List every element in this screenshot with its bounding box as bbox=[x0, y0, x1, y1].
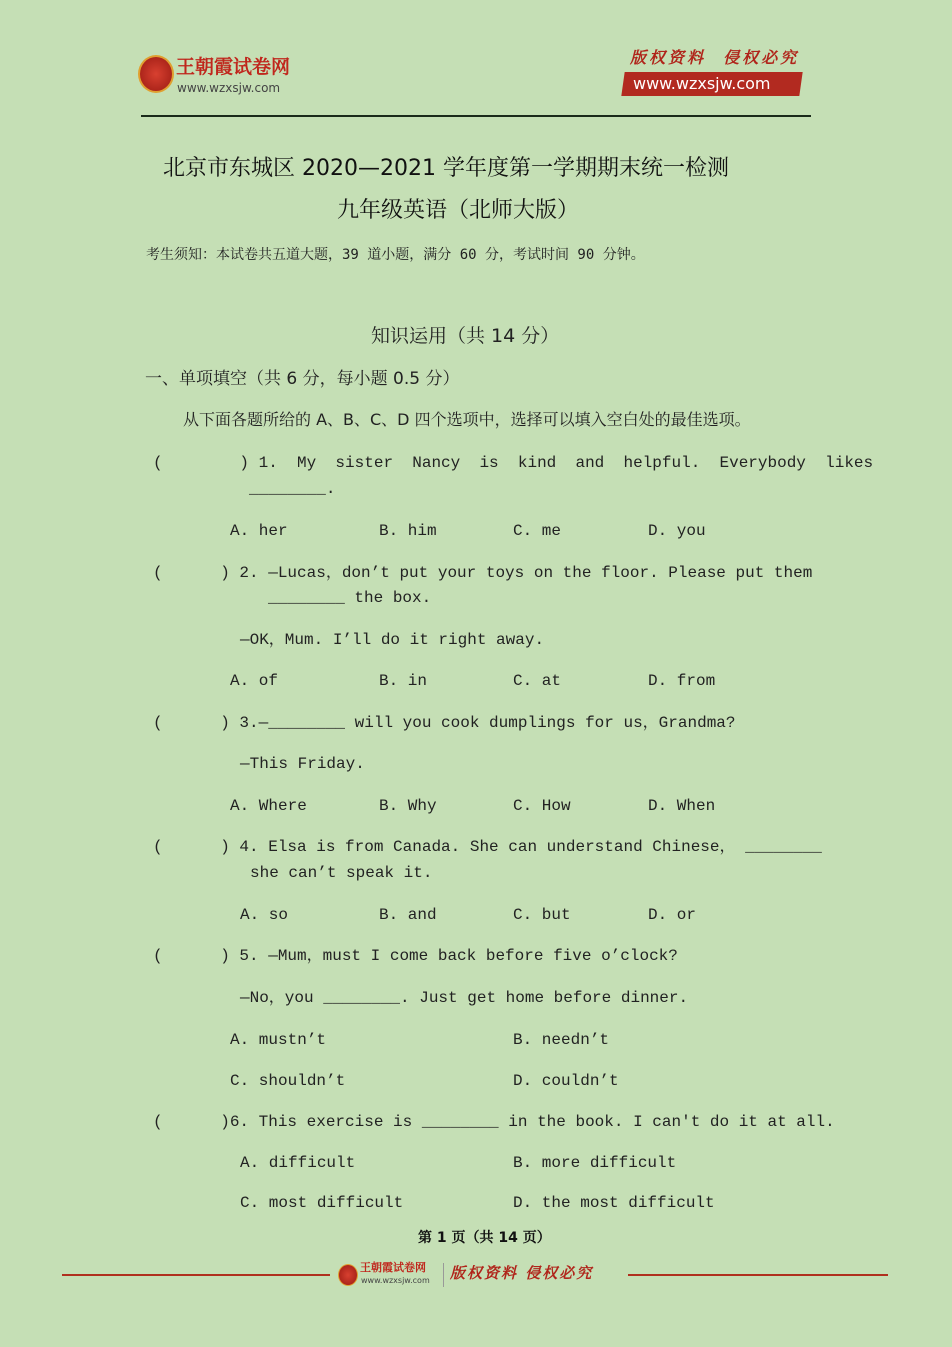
option-a: A. mustn’t bbox=[230, 1031, 327, 1049]
option-a: A. her bbox=[230, 522, 288, 540]
footer-site-name: 王朝霞试卷网 bbox=[360, 1261, 426, 1274]
option-d: D. you bbox=[648, 522, 706, 540]
option-d: D. When bbox=[648, 797, 716, 815]
option-b: B. him bbox=[379, 522, 437, 540]
option-d: D. from bbox=[648, 672, 716, 690]
question-5: ( ) 5. —Mum，must I come back before five o’clock? bbox=[153, 947, 678, 965]
site-name: 王朝霞试卷网 bbox=[176, 56, 291, 78]
option-b: B. more difficult bbox=[513, 1154, 677, 1172]
option-c: C. but bbox=[513, 906, 571, 924]
option-a: A. difficult bbox=[240, 1154, 356, 1172]
question-5-reply: —No，you ________. Just get home before dinner. bbox=[240, 989, 689, 1007]
url-banner-text[interactable]: www.wzxsjw.com bbox=[633, 74, 771, 93]
option-c: C. How bbox=[513, 797, 571, 815]
footer-logo-seal-icon bbox=[338, 1264, 358, 1286]
question-4-cont: she can’t speak it. bbox=[250, 864, 433, 882]
option-a: A. so bbox=[240, 906, 289, 924]
question-1-cont: ________. bbox=[249, 480, 336, 498]
footer-line-left bbox=[62, 1274, 330, 1276]
title-line2: 九年级英语（北师大版） bbox=[337, 198, 580, 223]
footer-site-url[interactable]: www.wzxsjw.com bbox=[361, 1276, 430, 1285]
page-number: 第 1 页（共 14 页） bbox=[418, 1230, 551, 1246]
option-c: C. shouldn’t bbox=[230, 1072, 346, 1090]
footer-slogan: 版权资料 侵权必究 bbox=[450, 1264, 594, 1282]
question-2: ( ) 2. —Lucas，don’t put your toys on the floor. Please put them bbox=[153, 564, 813, 582]
option-b: B. and bbox=[379, 906, 437, 924]
option-a: A. Where bbox=[230, 797, 307, 815]
option-b: B. needn’t bbox=[513, 1031, 610, 1049]
question-2-cont: ________ the box. bbox=[268, 589, 432, 607]
title-line1: 北京市东城区 2020—2021 学年度第一学期期末统一检测 bbox=[163, 156, 729, 181]
site-url[interactable]: www.wzxsjw.com bbox=[177, 81, 281, 95]
question-3: ( ) 3.—________ will you cook dumplings for us，Grandma? bbox=[153, 714, 736, 732]
part1-heading: 一、单项填空（共 6 分，每小题 0.5 分） bbox=[145, 369, 460, 389]
option-c: C. at bbox=[513, 672, 562, 690]
copyright-slogan: 版权资料 侵权必究 bbox=[630, 48, 800, 67]
option-c: C. me bbox=[513, 522, 562, 540]
question-2-reply: —OK，Mum. I’ll do it right away. bbox=[240, 631, 545, 649]
part1-instructions: 从下面各题所给的 A、B、C、D 四个选项中，选择可以填入空白处的最佳选项。 bbox=[183, 410, 751, 429]
footer-separator bbox=[443, 1263, 444, 1287]
section-heading: 知识运用（共 14 分） bbox=[371, 325, 560, 347]
question-3-reply: —This Friday. bbox=[240, 755, 365, 773]
question-6: ( )6. This exercise is ________ in the book. I can't do it at all. bbox=[153, 1113, 835, 1131]
header-divider bbox=[141, 115, 811, 117]
option-c: C. most difficult bbox=[240, 1194, 404, 1212]
option-d: D. the most difficult bbox=[513, 1194, 715, 1212]
option-b: B. Why bbox=[379, 797, 437, 815]
option-b: B. in bbox=[379, 672, 428, 690]
logo-seal-icon bbox=[138, 55, 174, 93]
option-d: D. or bbox=[648, 906, 697, 924]
exam-notice: 考生须知：本试卷共五道大题，39 道小题，满分 60 分，考试时间 90 分钟。 bbox=[146, 247, 645, 263]
question-1: ( ) 1. My sister Nancy is kind and helpful. Everybody likes bbox=[153, 454, 874, 472]
option-a: A. of bbox=[230, 672, 279, 690]
footer-line-right bbox=[628, 1274, 888, 1276]
question-4: ( ) 4. Elsa is from Canada. She can understand Chinese， ________ bbox=[153, 838, 822, 856]
option-d: D. couldn’t bbox=[513, 1072, 619, 1090]
